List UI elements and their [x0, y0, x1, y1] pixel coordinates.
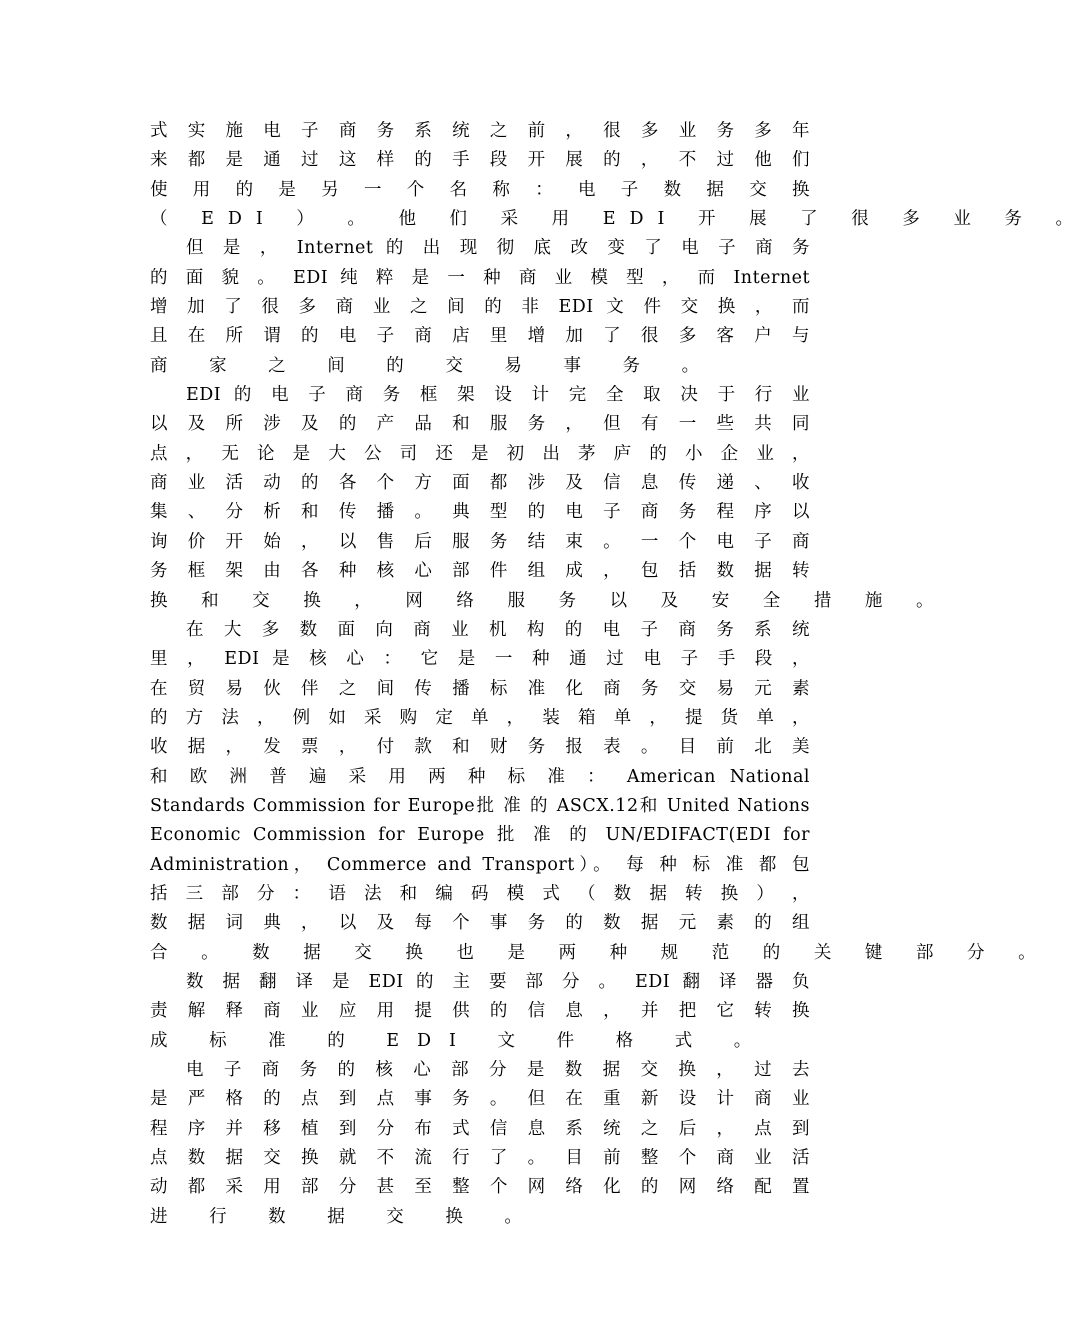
text-line: 是 严 格 的 点 到 点 事 务 。 但 在 重 新 设 计 商 业 — [150, 1089, 810, 1110]
text-line: 进 行 数 据 交 换 。 — [150, 1206, 540, 1227]
paragraph-first-line: 但 是 ， Internet 的 出 现 彻 底 改 变 了 电 子 商 务 — [186, 238, 810, 259]
text-line: 商 业 活 动 的 各 个 方 面 都 涉 及 信 息 传 递 、 收 — [150, 473, 810, 494]
text-line: 来 都 是 通 过 这 样 的 手 段 开 展 的 ， 不 过 他 们 — [150, 150, 810, 171]
text-line: 使 用 的 是 另 一 个 名 称 ： 电 子 数 据 交 换 — [150, 179, 810, 200]
text-line: 责 解 释 商 业 应 用 提 供 的 信 息 ， 并 把 它 转 换 — [150, 1001, 810, 1022]
paragraph-first-line: 电 子 商 务 的 核 心 部 分 是 数 据 交 换 ， 过 去 — [186, 1060, 810, 1080]
text-line: Standards Commission for Europe批 准 的 ASCX.12和 United Nations — [150, 795, 810, 816]
text-line: 询 价 开 始 ， 以 售 后 服 务 结 束 。 一 个 电 子 商 — [150, 531, 810, 552]
text-line: 动 都 采 用 部 分 甚 至 整 个 网 络 化 的 网 络 配 置 — [150, 1177, 810, 1198]
text-line: 在 贸 易 伙 伴 之 间 传 播 标 准 化 商 务 交 易 元 素 — [150, 678, 810, 699]
text-line: 的 面 貌 。 EDI 纯 粹 是 一 种 商 业 模 型 ， 而 Internet — [150, 267, 810, 288]
text-line: 数 据 词 典 ， 以 及 每 个 事 务 的 数 据 元 素 的 组 — [150, 913, 810, 934]
paragraph-first-line: 在 大 多 数 面 向 商 业 机 构 的 电 子 商 务 系 统 — [186, 619, 810, 640]
text-line: 里 ， EDI 是 核 心 ： 它 是 一 种 通 过 电 子 手 段 ， — [150, 649, 810, 670]
text-line: 合 。 数 据 交 换 也 是 两 种 规 范 的 关 键 部 分 。 — [150, 942, 1050, 963]
text-line: 商 家 之 间 的 交 易 事 务 。 — [150, 355, 718, 376]
body-text — [150, 117, 1087, 1232]
text-line: Economic Commission for Europe 批 准 的 UN/EDIFACT(EDI for — [150, 825, 810, 846]
text-line: 的 方 法 ， 例 如 采 购 定 单 ， 装 箱 单 ， 提 货 单 ， — [150, 707, 810, 728]
text-line: 增 加 了 很 多 商 业 之 间 的 非 EDI 文 件 交 换 ， 而 — [150, 297, 810, 318]
text-line: 集 、 分 析 和 传 播 。 典 型 的 电 子 商 务 程 序 以 — [150, 502, 810, 523]
text-line: 程 序 并 移 植 到 分 布 式 信 息 系 统 之 后 ， 点 到 — [150, 1118, 810, 1139]
text-line: 成 标 准 的 EDI 文 件 格 式 。 — [150, 1030, 770, 1051]
paragraph-first-line: EDI 的 电 子 商 务 框 架 设 计 完 全 取 决 于 行 业 — [186, 385, 810, 406]
text-line: 括 三 部 分 ： 语 法 和 编 码 模 式 （ 数 据 转 换 ） ， — [150, 883, 810, 904]
paragraph-first-line: 数 据 翻 译 是 EDI 的 主 要 部 分 。 EDI 翻 译 器 负 — [186, 971, 810, 992]
text-line: 务 框 架 由 各 种 核 心 部 件 组 成 ， 包 括 数 据 转 — [150, 561, 810, 582]
text-line: 和 欧 洲 普 遍 采 用 两 种 标 准 ： American National — [150, 766, 810, 787]
text-line: 且 在 所 谓 的 电 子 商 店 里 增 加 了 很 多 客 户 与 — [150, 326, 810, 347]
text-line: 换 和 交 换 ， 网 络 服 务 以 及 安 全 措 施 。 — [150, 590, 948, 611]
text-line: 以 及 所 涉 及 的 产 品 和 服 务 ， 但 有 一 些 共 同 — [150, 414, 810, 435]
text-line: （ EDI ） 。 他 们 采 用 EDI 开 展 了 很 多 业 务 。 — [150, 209, 1087, 230]
text-line: 点 ， 无 论 是 大 公 司 还 是 初 出 茅 庐 的 小 企 业 ， — [150, 443, 810, 464]
text-line: Administration， Commerce and Transport）。 每 种 标 准 都 包 — [150, 854, 810, 875]
text-line: 收 据 ， 发 票 ， 付 款 和 财 务 报 表 。 目 前 北 美 — [150, 737, 810, 758]
text-line: 式 实 施 电 子 商 务 系 统 之 前 ， 很 多 业 务 多 年 — [150, 121, 810, 141]
text-line: 点 数 据 交 换 就 不 流 行 了 。 目 前 整 个 商 业 活 — [150, 1148, 810, 1169]
